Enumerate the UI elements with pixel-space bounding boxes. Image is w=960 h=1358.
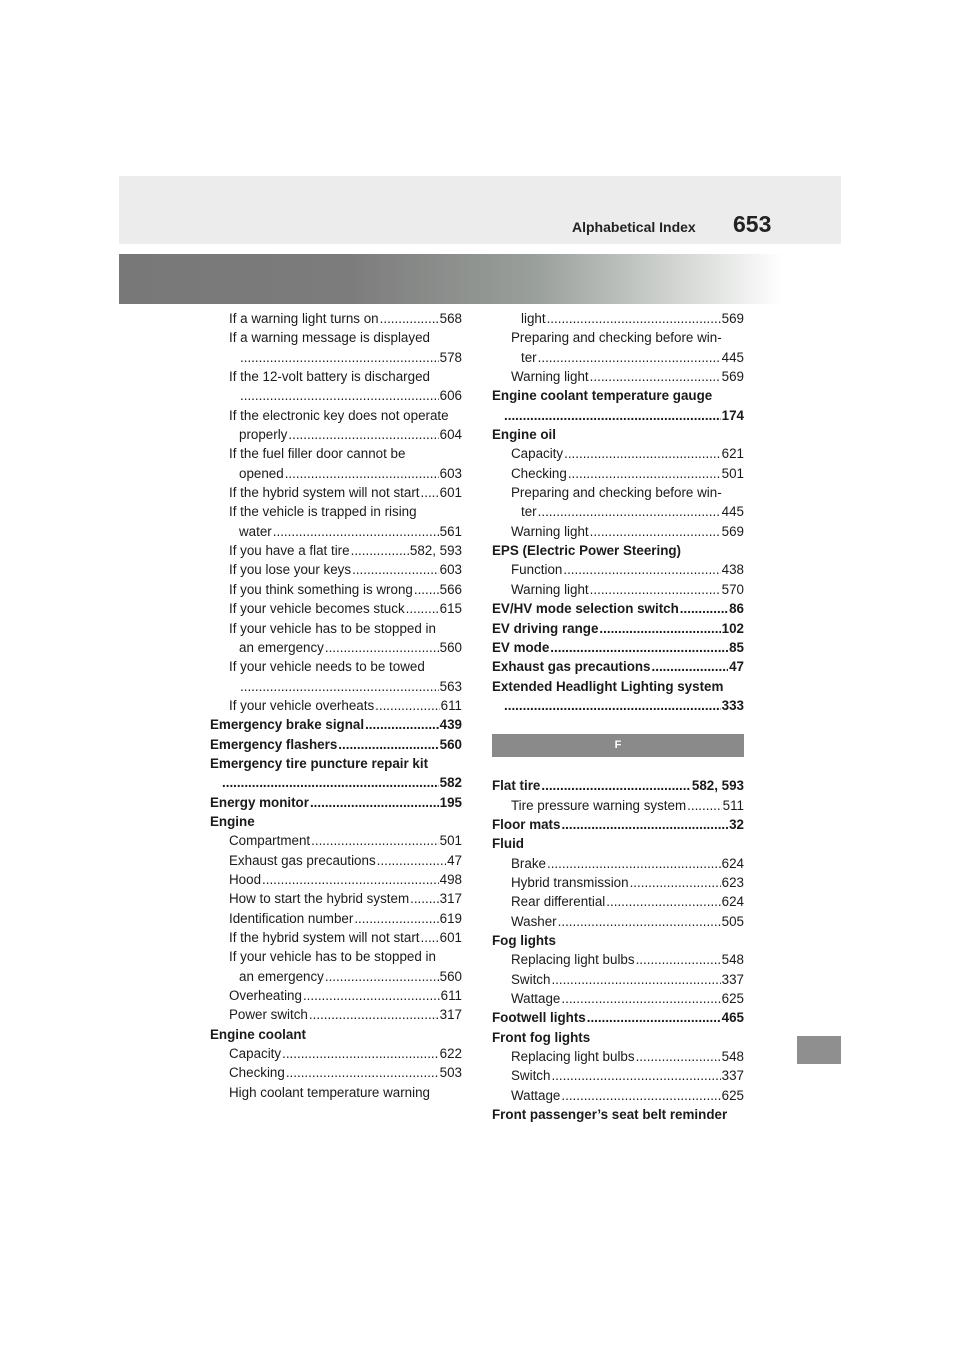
index-entry <box>210 502 462 521</box>
decorative-gradient-band <box>119 254 841 304</box>
index-entry-term: Rear differential <box>511 894 606 910</box>
index-entry <box>210 657 462 676</box>
index-entry <box>210 928 462 947</box>
index-entry <box>492 502 744 521</box>
index-entry-term: Replacing light bulbs <box>511 1049 635 1065</box>
leader-dots <box>352 560 439 579</box>
index-entry-page: 501 <box>439 833 462 849</box>
index-entry-page: 624 <box>721 855 744 871</box>
leader-dots <box>636 1047 721 1066</box>
index-entry-term: Preparing and checking before win- <box>511 330 722 346</box>
index-entry <box>492 815 744 834</box>
index-entry-page: 582, 593 <box>691 778 744 794</box>
index-entry <box>210 754 462 773</box>
index-entry <box>492 328 744 347</box>
index-entry <box>210 328 462 347</box>
leader-dots <box>561 815 728 834</box>
index-entry-page: 439 <box>439 717 462 733</box>
index-entry-page: 501 <box>721 465 744 481</box>
index-entry-page: 578 <box>439 349 462 365</box>
index-entry <box>210 715 462 734</box>
index-entry-term: EV driving range <box>492 620 599 636</box>
index-entry-term: Wattage <box>511 1087 561 1103</box>
index-entry <box>210 406 462 425</box>
index-entry <box>492 796 744 815</box>
index-entry <box>492 483 744 502</box>
index-entry-term: Engine coolant temperature gauge <box>492 388 713 404</box>
index-entry <box>210 696 462 715</box>
index-entry <box>210 367 462 386</box>
leader-dots <box>421 483 439 502</box>
index-entry-page: 465 <box>721 1010 744 1026</box>
index-entry-page: 317 <box>439 1007 462 1023</box>
index-entry-term: Exhaust gas precautions <box>229 852 376 868</box>
index-entry-page: 32 <box>729 816 744 832</box>
index-entry-page: 569 <box>721 523 744 539</box>
index-entry-page: 503 <box>439 1065 462 1081</box>
leader-dots <box>563 560 720 579</box>
index-entry-term: Overheating <box>229 988 302 1004</box>
index-entry-page: 624 <box>721 894 744 910</box>
index-entry-term: Brake <box>511 855 546 871</box>
index-entry-page: 560 <box>439 639 462 655</box>
index-entry-term: If the vehicle is trapped in rising <box>229 504 417 520</box>
index-entry-term: Extended Headlight Lighting system <box>492 678 724 694</box>
leader-dots <box>538 348 721 367</box>
leader-dots <box>354 909 438 928</box>
index-entry-term: Exhaust gas precautions <box>492 659 651 675</box>
index-entry-term: Capacity <box>229 1046 282 1062</box>
index-entry-page: 601 <box>439 485 462 501</box>
section-thumb-tab <box>797 1036 841 1064</box>
index-entry <box>210 947 462 966</box>
index-entry-term: Capacity <box>511 446 564 462</box>
index-entry-page: 568 <box>439 311 462 326</box>
index-entry-term: EPS (Electric Power Steering) <box>492 543 682 559</box>
index-entry <box>210 735 462 754</box>
index-entry <box>492 1047 744 1066</box>
index-entry <box>492 931 744 950</box>
leader-dots <box>587 1008 721 1027</box>
leader-dots <box>590 580 721 599</box>
index-entry <box>492 541 744 560</box>
index-entry-term: If your vehicle becomes stuck <box>229 601 405 617</box>
index-entry <box>210 773 462 792</box>
leader-dots <box>541 776 691 795</box>
index-entry-page: 582, 593 <box>409 543 462 559</box>
leader-dots <box>652 657 729 676</box>
index-entry <box>492 834 744 853</box>
index-entry-page: 606 <box>439 388 462 404</box>
index-entry-term: Engine <box>210 813 255 829</box>
leader-dots <box>286 1063 439 1082</box>
leader-dots <box>551 1066 720 1085</box>
index-entry-page: 622 <box>439 1046 462 1062</box>
leader-dots <box>288 425 438 444</box>
index-entry-page: 511 <box>722 797 744 813</box>
leader-dots <box>558 912 721 931</box>
index-entry-term: If the hybrid system will not start <box>229 930 420 945</box>
index-entry-page: 505 <box>721 913 744 929</box>
index-entry-page: 625 <box>721 991 744 1006</box>
letter-divider-f: F <box>492 734 744 757</box>
index-entry-page: 47 <box>729 659 744 675</box>
index-group-e-continued <box>492 309 744 715</box>
index-entry <box>210 812 462 831</box>
leader-dots <box>538 502 721 521</box>
index-entry-page: 619 <box>439 910 462 926</box>
index-entry <box>492 776 744 795</box>
index-entry <box>492 444 744 463</box>
index-entry-page: 625 <box>721 1087 744 1103</box>
index-entry-page: 337 <box>721 1068 744 1084</box>
index-entry <box>210 1025 462 1044</box>
index-entry <box>492 1066 744 1085</box>
index-entry <box>210 560 462 579</box>
index-entry <box>492 386 744 405</box>
index-entry-page: 569 <box>721 369 744 385</box>
index-entry-term: Warning light <box>511 369 589 385</box>
leader-dots <box>636 950 721 969</box>
index-entry-term: Replacing light bulbs <box>511 952 635 968</box>
leader-dots <box>630 873 721 892</box>
leader-dots <box>547 854 721 873</box>
leader-dots <box>606 892 720 911</box>
index-entry-page: 438 <box>721 562 744 578</box>
index-entry-page: 337 <box>721 971 744 987</box>
index-entry-term: If your vehicle needs to be towed <box>229 659 425 675</box>
index-entry <box>210 599 462 618</box>
index-entry <box>492 425 744 444</box>
leader-dots <box>561 1086 720 1105</box>
index-entry-term: If the 12-volt battery is discharged <box>229 369 430 385</box>
page-number: 653 <box>733 211 772 237</box>
leader-dots <box>504 696 721 715</box>
index-entry <box>492 677 744 696</box>
leader-dots <box>564 444 721 463</box>
index-entry-page: 174 <box>721 407 744 423</box>
index-entry <box>492 619 744 638</box>
index-entry-term: If you have a flat tire <box>229 543 350 559</box>
index-entry <box>210 851 462 870</box>
leader-dots <box>351 541 409 560</box>
index-entry <box>492 560 744 579</box>
index-entry <box>492 696 744 715</box>
index-entry-page: 445 <box>721 504 744 520</box>
leader-dots <box>282 1044 439 1063</box>
index-entry-term: If your vehicle has to be stopped in <box>229 620 436 636</box>
leader-dots <box>285 464 439 483</box>
index-entry <box>210 967 462 986</box>
index-entry-term: an emergency <box>239 968 324 984</box>
index-entry <box>492 522 744 541</box>
leader-dots <box>303 986 440 1005</box>
index-entry <box>492 657 744 676</box>
index-entry-page: 611 <box>440 697 462 713</box>
leader-dots <box>240 386 439 405</box>
index-entry-page: 582 <box>439 775 462 791</box>
leader-dots <box>410 889 439 908</box>
index-entry <box>492 1105 744 1124</box>
leader-dots <box>377 851 446 870</box>
index-entry <box>492 406 744 425</box>
index-entry-term: Wattage <box>511 991 561 1006</box>
index-entry <box>492 367 744 386</box>
index-entry <box>492 309 744 328</box>
leader-dots <box>550 638 728 657</box>
index-entry <box>492 348 744 367</box>
index-entry <box>210 870 462 889</box>
index-entry <box>492 854 744 873</box>
index-entry <box>210 1083 462 1102</box>
index-entry-page: 548 <box>721 1049 744 1065</box>
index-entry <box>210 425 462 444</box>
index-entry-page: 569 <box>721 311 744 326</box>
index-entry <box>210 909 462 928</box>
index-entry-page: 86 <box>729 601 744 617</box>
index-entry-term: Warning light <box>511 581 589 597</box>
index-entry-term: Front fog lights <box>492 1029 591 1045</box>
leader-dots <box>325 967 439 986</box>
index-entry-page: 445 <box>721 349 744 365</box>
index-entry-term: Checking <box>511 465 567 481</box>
index-entry-page: 623 <box>721 874 744 890</box>
index-entry-term: EV/HV mode selection switch <box>492 601 679 617</box>
index-entry-term: Emergency tire puncture repair kit <box>210 755 429 771</box>
leader-dots <box>551 970 720 989</box>
index-entry <box>492 638 744 657</box>
index-entry-term: High coolant temperature warning <box>229 1084 430 1100</box>
leader-dots <box>240 677 439 696</box>
index-entry-term: If your vehicle has to be stopped in <box>229 949 436 965</box>
index-entry-term: Hybrid transmission <box>511 874 629 890</box>
index-entry <box>210 889 462 908</box>
leader-dots <box>504 406 721 425</box>
index-entry-term: If a warning message is displayed <box>229 330 430 346</box>
index-entry-term: water <box>239 523 272 539</box>
index-entry <box>210 1044 462 1063</box>
index-entry-page: 615 <box>439 601 462 617</box>
index-entry-page: 85 <box>729 639 744 655</box>
index-entry <box>210 580 462 599</box>
index-entry-page: 560 <box>439 736 462 752</box>
index-entry <box>492 873 744 892</box>
index-entry <box>492 599 744 618</box>
index-group-f <box>492 776 744 1124</box>
index-entry-term: Warning light <box>511 523 589 539</box>
index-entry-term: If the fuel filler door cannot be <box>229 446 406 462</box>
index-entry-term: properly <box>239 427 288 443</box>
leader-dots <box>414 580 439 599</box>
index-entry-term: How to start the hybrid system <box>229 891 410 907</box>
index-entry <box>492 1008 744 1027</box>
leader-dots <box>421 928 439 947</box>
index-entry-term: Identification number <box>229 910 354 926</box>
index-entry <box>210 464 462 483</box>
index-entry-term: If the hybrid system will not start <box>229 485 420 501</box>
index-entry-page: 563 <box>439 678 462 694</box>
index-entry <box>492 1086 744 1105</box>
index-entry-term: EV mode <box>492 639 550 655</box>
leader-dots <box>547 309 721 328</box>
leader-dots <box>240 348 439 367</box>
index-entry-term: Fog lights <box>492 932 556 948</box>
index-entry-term: an emergency <box>239 639 324 655</box>
leader-dots <box>309 1005 439 1024</box>
index-entry-page: 570 <box>721 581 744 597</box>
index-entry-page: 560 <box>439 968 462 984</box>
index-entry-page: 561 <box>439 523 462 539</box>
leader-dots <box>380 309 439 328</box>
index-entry-page: 621 <box>721 446 744 462</box>
leader-dots <box>687 796 722 815</box>
index-entry-term: Preparing and checking before win- <box>511 485 722 501</box>
leader-dots <box>365 715 439 734</box>
index-entry-term: Compartment <box>229 833 311 849</box>
index-entry-page: 603 <box>439 562 462 578</box>
index-entry-term: If the electronic key does not operate <box>229 407 449 423</box>
index-entry <box>210 1063 462 1082</box>
index-entry-term: Switch <box>511 971 551 987</box>
index-entry-term: Tire pressure warning system <box>511 797 687 813</box>
leader-dots <box>590 522 721 541</box>
index-entry-term: If you think something is wrong <box>229 581 413 597</box>
index-entry <box>210 986 462 1005</box>
index-entry <box>210 677 462 696</box>
index-entry-page: 603 <box>439 465 462 481</box>
index-entry-term: If a warning light turns on <box>229 311 379 326</box>
leader-dots <box>273 522 439 541</box>
index-entry-term: Hood <box>229 871 262 887</box>
index-entry <box>492 970 744 989</box>
leader-dots <box>338 735 438 754</box>
index-entry-term: Footwell lights <box>492 1010 586 1026</box>
leader-dots <box>590 367 721 386</box>
section-title: Alphabetical Index <box>572 219 696 235</box>
index-entry-term: Emergency flashers <box>210 736 338 752</box>
index-entry <box>492 1028 744 1047</box>
index-entry <box>492 912 744 931</box>
index-entry-term: ter <box>521 504 537 520</box>
index-column-left <box>210 309 462 1102</box>
index-entry-page: 566 <box>439 581 462 597</box>
index-entry <box>210 522 462 541</box>
index-entry <box>210 541 462 560</box>
index-entry-term: Power switch <box>229 1007 308 1023</box>
index-entry-term: opened <box>239 465 284 481</box>
index-entry <box>210 619 462 638</box>
leader-dots <box>561 989 720 1008</box>
index-entry-term: Function <box>511 562 563 578</box>
index-entry-term: Energy monitor <box>210 794 309 810</box>
index-column-right <box>492 309 744 1124</box>
leader-dots <box>599 619 720 638</box>
index-entry-term: Fluid <box>492 836 524 852</box>
leader-dots <box>325 638 439 657</box>
index-entry <box>492 580 744 599</box>
leader-dots <box>406 599 439 618</box>
index-entry-term: light <box>521 311 546 326</box>
leader-dots <box>375 696 440 715</box>
index-entry <box>210 1005 462 1024</box>
index-entry-term: Engine oil <box>492 427 556 443</box>
index-entry <box>210 831 462 850</box>
index-entry-term: If you lose your keys <box>229 562 352 578</box>
index-entry-term: Front passenger’s seat belt reminder <box>492 1107 728 1123</box>
index-entry <box>210 793 462 812</box>
index-entry-page: 548 <box>721 952 744 968</box>
leader-dots <box>262 870 439 889</box>
index-entry-page: 317 <box>439 891 462 907</box>
index-entry-term: Engine coolant <box>210 1026 306 1042</box>
index-entry <box>492 989 744 1008</box>
index-entry-page: 333 <box>721 697 744 713</box>
index-entry <box>210 309 462 328</box>
index-entry <box>210 386 462 405</box>
index-entry <box>210 444 462 463</box>
index-entry <box>210 483 462 502</box>
index-entry-term: Floor mats <box>492 816 561 832</box>
index-entry-page: 601 <box>439 930 462 945</box>
index-entry-term: Checking <box>229 1065 285 1081</box>
leader-dots <box>680 599 728 618</box>
index-entry-page: 195 <box>439 794 462 810</box>
index-entry <box>492 892 744 911</box>
index-entry-term: If your vehicle overheats <box>229 697 375 713</box>
index-entry-term: Switch <box>511 1068 551 1084</box>
index-entry-term: Flat tire <box>492 778 541 794</box>
index-entry-page: 611 <box>440 988 462 1004</box>
index-entry-term: Emergency brake signal <box>210 717 365 733</box>
index-entry-term: Washer <box>511 913 557 929</box>
index-entry-page: 604 <box>439 427 462 443</box>
index-entry-page: 498 <box>439 871 462 887</box>
index-entry <box>492 464 744 483</box>
index-entry <box>492 950 744 969</box>
index-entry-term: ter <box>521 349 537 365</box>
index-entry <box>210 348 462 367</box>
leader-dots <box>311 831 439 850</box>
leader-dots <box>222 773 439 792</box>
leader-dots <box>568 464 721 483</box>
index-entry <box>210 638 462 657</box>
index-entry-page: 47 <box>447 852 462 868</box>
index-entry-page: 102 <box>721 620 744 636</box>
leader-dots <box>310 793 439 812</box>
